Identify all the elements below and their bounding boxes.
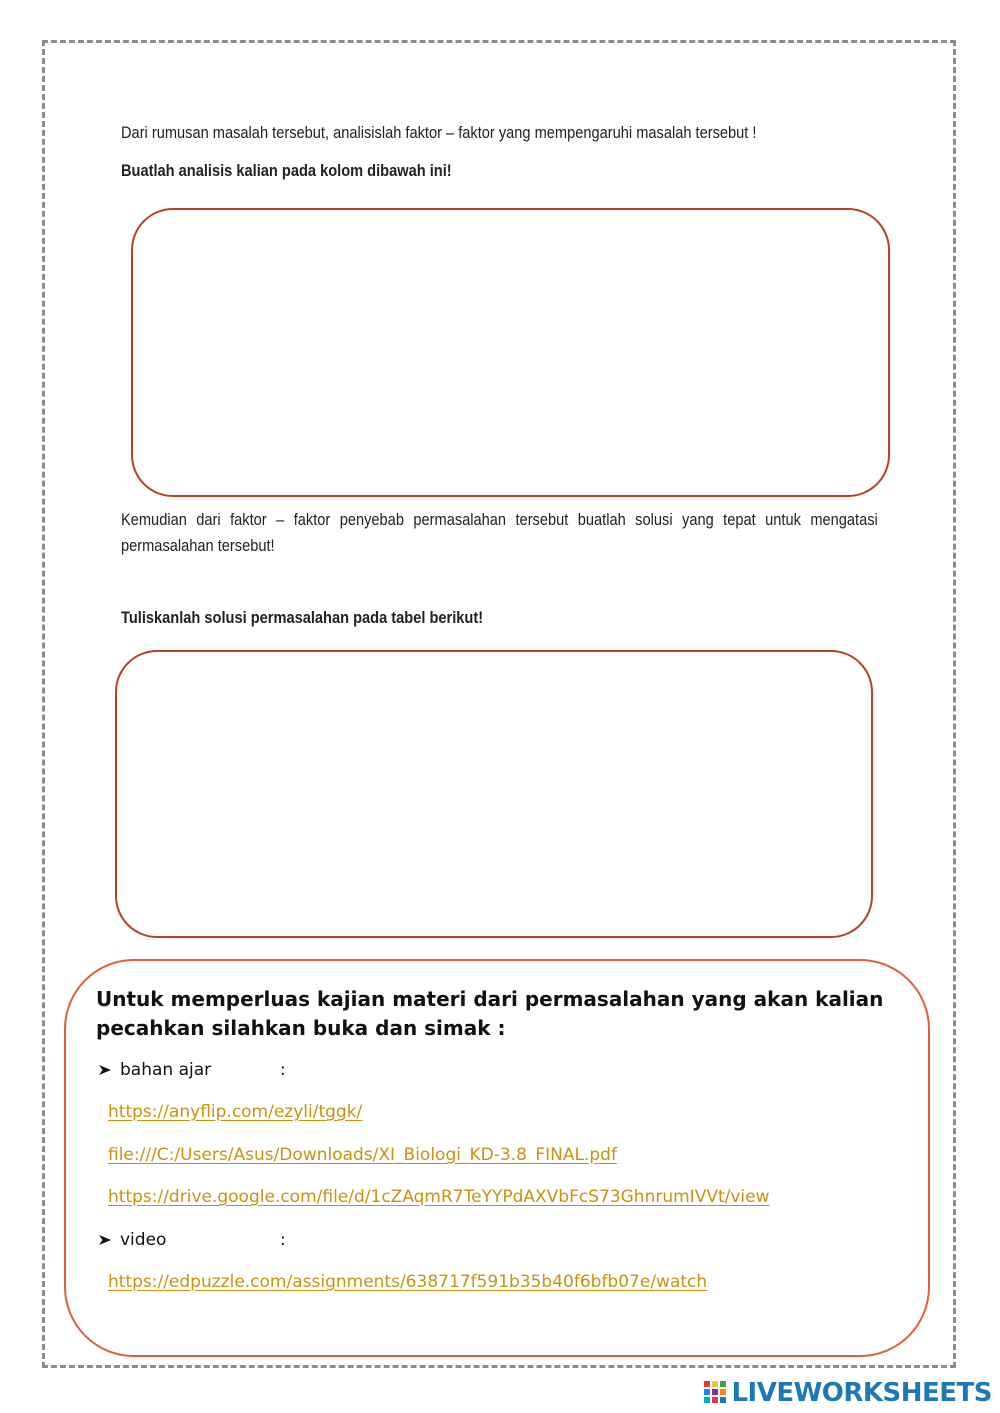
bahan-ajar-label: bahan ajar xyxy=(120,1060,212,1080)
link-anyflip[interactable]: https://anyflip.com/ezyli/tggk/ xyxy=(108,1102,363,1122)
video-label: video xyxy=(120,1230,167,1250)
solution-answer-box[interactable] xyxy=(115,650,873,938)
arrow-bullet-icon xyxy=(98,1233,112,1247)
video-colon: : xyxy=(280,1230,286,1250)
analysis-answer-box[interactable] xyxy=(131,208,890,497)
arrow-bullet-icon xyxy=(98,1063,112,1077)
bahan-ajar-row xyxy=(98,1060,286,1080)
video-row xyxy=(98,1230,286,1250)
analysis-prompt: Buatlah analisis kalian pada kolom dibawah ini! xyxy=(121,161,452,180)
link-edpuzzle[interactable]: https://edpuzzle.com/assignments/638717f591b35b40f6bfb07e/watch xyxy=(108,1272,708,1292)
analysis-instruction: Dari rumusan masalah tersebut, analisislah faktor – faktor yang mempengaruhi masalah tersebut ! xyxy=(121,123,757,142)
link-google-drive[interactable]: https://drive.google.com/file/d/1cZAqmR7TeYYPdAXVbFcS73GhnrumIVVt/view xyxy=(108,1187,770,1207)
solution-instruction: Kemudian dari faktor – faktor penyebab permasalahan tersebut buatlah solusi yang tepat untuk mengatasi permasalahan tersebut! xyxy=(121,510,878,555)
solution-prompt: Tuliskanlah solusi permasalahan pada tabel berikut! xyxy=(121,608,484,627)
resources-title: Untuk memperluas kajian materi dari permasalahan yang akan kalian pecahkan silahkan buka dan simak : xyxy=(96,987,884,1040)
bahan-ajar-colon: : xyxy=(280,1060,286,1080)
liveworksheets-logo-icon xyxy=(703,1380,727,1406)
liveworksheets-brand[interactable] xyxy=(703,1376,992,1410)
brand-name: LIVEWORKSHEETS xyxy=(731,1378,992,1408)
link-local-pdf[interactable]: file:///C:/Users/Asus/Downloads/XI_Biologi_KD-3.8_FINAL.pdf xyxy=(108,1145,617,1165)
